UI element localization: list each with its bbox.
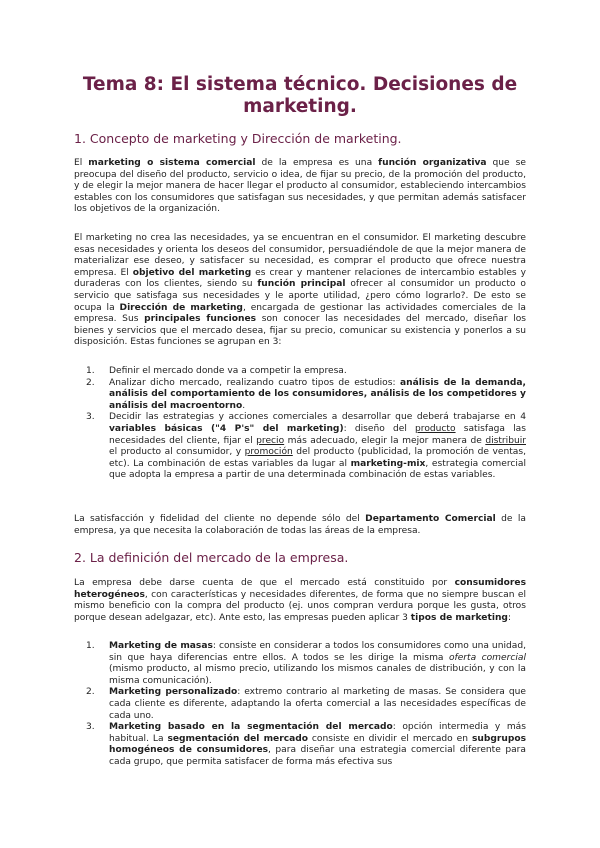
list-item: 3. Decidir las estrategias y acciones comerciales a desarrollar que deberá trabajarse en 4 variables básicas ("4 P's" del marketing): diseño del producto satisfaga las necesidades del cliente, fijar el precio más adecuado, elegir la mejor manera de distribuir el producto al consumidor, y promoción del producto (publicidad, la promoción de ventas, etc). La combinación de estas variables da lugar al marketing-mix, estrategia comercial que adopta la empresa a partir de una determinada combinación de estas variables. (86, 412, 526, 481)
list-item: 2. Marketing personalizado: extremo contrario al marketing de masas. Se considera que cada cliente es diferente, adaptando la oferta comercial a las necesidades específicas de cada uno. (86, 687, 526, 721)
list-item: 1. Definir el mercado donde va a competir la empresa. (86, 366, 347, 376)
marketing-types-list (74, 641, 526, 769)
paragraph-marketing-definition: El marketing o sistema comercial de la empresa es una función organizativa que se preocupa del diseño del producto, servicio o idea, de fijar su precio, de la promoción del producto, y de elegir la mejor manera de hacer llegar el producto al consumidor, estableciendo intercambios estables con los consumidores que satisfagan sus necesidades, y que permitan además satisfacer los objetivos de la organización. (74, 158, 527, 215)
list-item: 2. Analizar dicho mercado, realizando cuatro tipos de estudios: análisis de la demanda, análisis del comportamiento de los consumidores, análisis de los competidores y análisis del macroentorno. (86, 377, 526, 411)
marketing-functions-list (74, 366, 526, 482)
paragraph-marketing-objective: El marketing no crea las necesidades, ya se encuentran en el consumidor. El marketing descubre esas necesidades y orienta los deseos del consumidor, persuadiéndole de que la mejor manera de materializar ese deseo, y satisfacer su necesidad, es comprar el producto que ofrece nuestra empresa. El objetivo del marketing es crear y mantener relaciones de intercambio estables y duraderas con los clientes, siendo su función principal ofrecer al consumidor un producto o servicio que satisfaga sus necesidades y le aporte utilidad, ¿pero cómo lograrlo?. De esto se ocupa la Dirección de marketing, encargada de gestionar las actividades comerciales de la empresa. Sus principales funciones son conocer las necesidades del mercado, diseñar los bienes y servicios que el mercado desea, fijar su precio, comunicar su existencia y ponerlos a su disposición. Estas funciones se agrupan en 3: (74, 233, 526, 348)
list-item: 3. Marketing basado en la segmentación del mercado: opción intermedia y más habitual. La segmentación del mercado consiste en dividir el mercado en subgrupos homogéneos de consumidores, para diseñar una estrategia comercial diferente para cada grupo, que permita satisfacer de forma más efectiva sus (86, 722, 526, 767)
paragraph-customer-satisfaction: La satisfacción y fidelidad del cliente no depende sólo del Departamento Comercial de la empresa, ya que necesita la colaboración de todas las áreas de la empresa. (74, 514, 526, 536)
page-title: Tema 8: El sistema técnico. Decisiones de marketing. (82, 74, 518, 117)
list-item: 1. Marketing de masas: consiste en considerar a todos los consumidores como una unidad, sin que haya diferencias entre ellos. A todos se les dirige la misma oferta comercial (mismo producto, al mismo precio, utilizando los mismos canales de distribución, y con la misma comunicación). (86, 641, 526, 686)
paragraph-market-definition: La empresa debe darse cuenta de que el mercado está constituido por consumidores heterogéneos, con características y necesidades diferentes, de forma que no siempre buscan el mismo beneficio con la compra del producto (ej. unos compran verdura porque les gusta, otros porque desean adelgazar, etc). Ante esto, las empresas pueden aplicar 3 tipos de marketing: (74, 578, 526, 623)
section-heading-2: 2. La definición del mercado de la empresa. (74, 550, 349, 565)
section-heading-1: 1. Concepto de marketing y Dirección de marketing. (74, 131, 402, 146)
